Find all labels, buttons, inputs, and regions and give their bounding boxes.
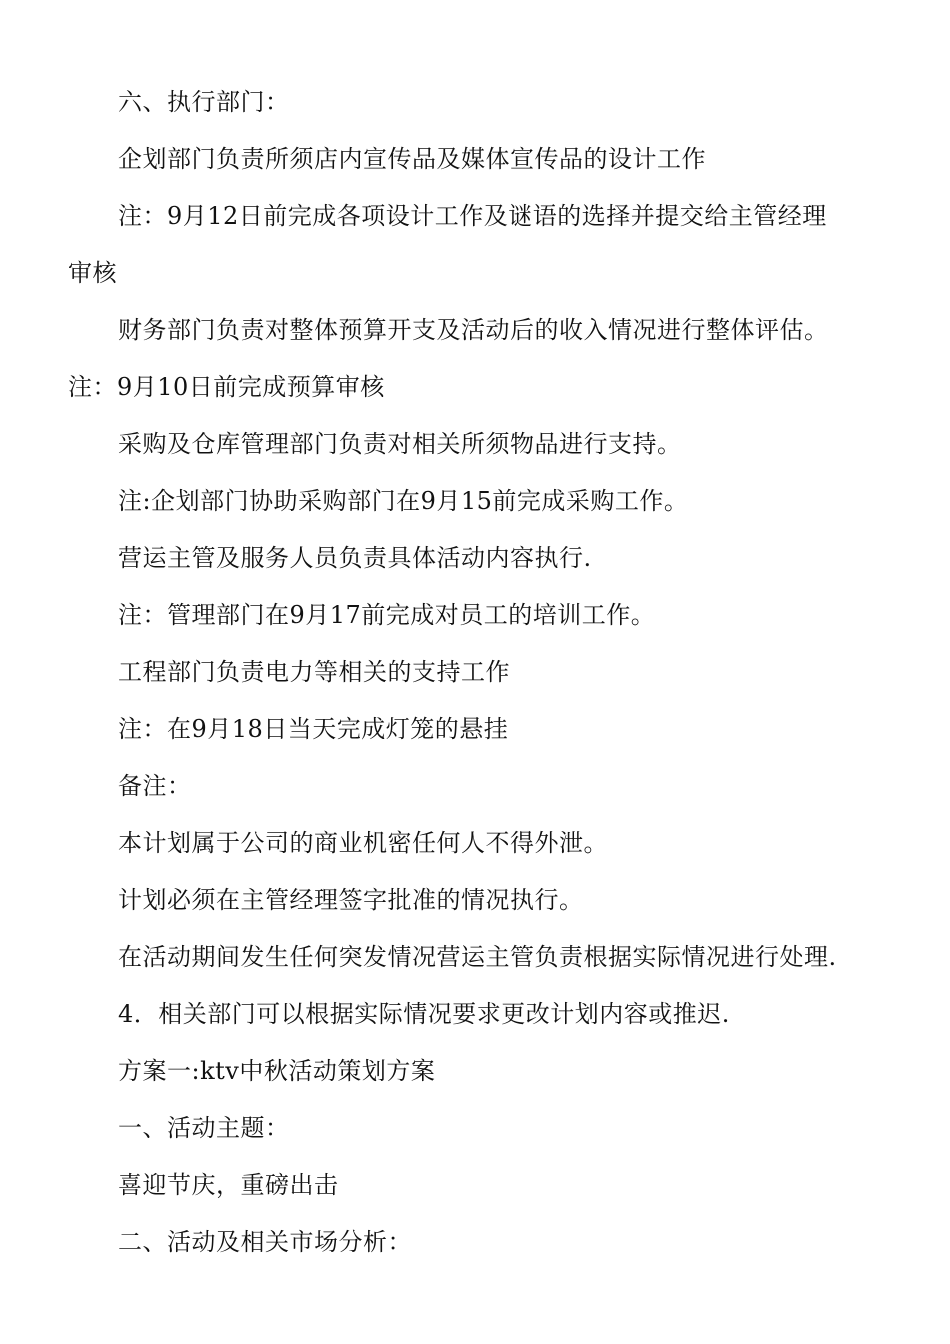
note-training-deadline: 注：管理部门在9月17前完成对员工的培训工作。 xyxy=(118,601,656,629)
paragraph-operations-staff: 营运主管及服务人员负责具体活动内容执行. xyxy=(118,544,592,572)
note-lantern-hanging: 注：在9月18日当天完成灯笼的悬挂 xyxy=(118,715,509,743)
section-heading-theme: 一、活动主题： xyxy=(118,1114,290,1142)
paragraph-engineering-dept: 工程部门负责电力等相关的支持工作 xyxy=(118,658,510,686)
paragraph-planning-dept: 企划部门负责所须店内宣传品及媒体宣传品的设计工作 xyxy=(118,145,706,173)
remark-emergency-handling: 在活动期间发生任何突发情况营运主管负责根据实际情况进行处理. xyxy=(118,943,837,971)
remark-plan-changes: 4．相关部门可以根据实际情况要求更改计划内容或推迟. xyxy=(118,1000,730,1028)
paragraph-finance-dept: 财务部门负责对整体预算开支及活动后的收入情况进行整体评估。 xyxy=(118,316,829,344)
paragraph-purchasing-dept: 采购及仓库管理部门负责对相关所须物品进行支持。 xyxy=(118,430,682,458)
remark-approval: 计划必须在主管经理签字批准的情况执行。 xyxy=(118,886,584,914)
section-heading-execution-departments: 六、执行部门： xyxy=(118,88,290,116)
plan-title: 方案一:ktv中秋活动策划方案 xyxy=(118,1057,436,1085)
note-planning-deadline: 注：9月12日前完成各项设计工作及谜语的选择并提交给主管经理 xyxy=(118,202,827,230)
note-finance-deadline: 注：9月10日前完成预算审核 xyxy=(68,373,385,401)
note-planning-deadline-continued: 审核 xyxy=(68,259,117,287)
theme-text: 喜迎节庆，重磅出击 xyxy=(118,1171,339,1199)
remarks-heading: 备注： xyxy=(118,772,192,800)
remark-confidentiality: 本计划属于公司的商业机密任何人不得外泄。 xyxy=(118,829,608,857)
section-heading-market-analysis: 二、活动及相关市场分析： xyxy=(118,1228,412,1256)
note-purchasing-deadline: 注:企划部门协助采购部门在9月15前完成采购工作。 xyxy=(118,487,689,515)
